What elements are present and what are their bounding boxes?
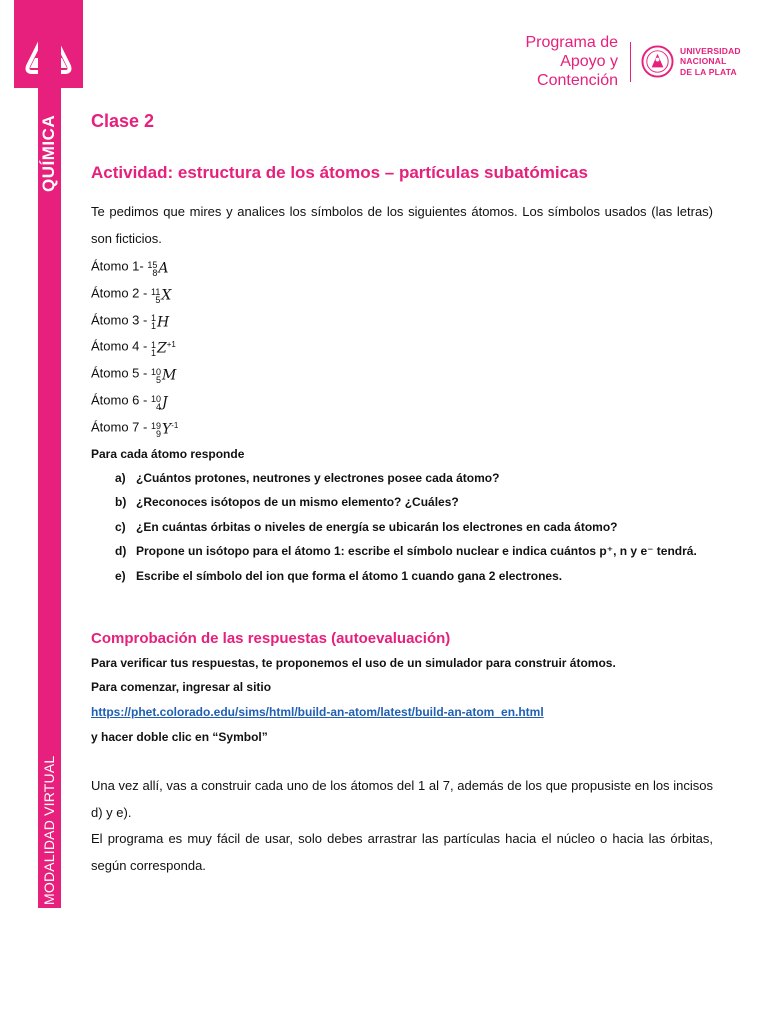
check-paragraph-2: Para comenzar, ingresar al sitio bbox=[91, 680, 272, 695]
mass-number: 11 bbox=[150, 286, 161, 297]
subject-label: QUÍMICA bbox=[39, 114, 58, 192]
nuclear-symbol bbox=[151, 332, 176, 362]
body-paragraph-1: Una vez allí, vas a construir cada uno de los átomos del 1 al 7, además de los que propusiste en los incisos d) y e). bbox=[91, 778, 713, 820]
question-item bbox=[91, 564, 713, 589]
question-letter: c) bbox=[115, 519, 126, 534]
simulator-link[interactable]: https://phet.colorado.edu/sims/html/build-an-atom/latest/build-an-atom_en.html bbox=[91, 704, 544, 719]
question-text: Escribe el símbolo del ion que forma el átomo 1 cuando gana 2 electrones. bbox=[136, 568, 563, 583]
atom-label: Átomo 5 - bbox=[91, 365, 148, 381]
nuclear-symbol bbox=[151, 413, 178, 443]
question-list bbox=[91, 466, 713, 589]
question-prompt: Para cada átomo responde bbox=[91, 446, 245, 461]
question-item bbox=[91, 539, 713, 564]
question-letter: d) bbox=[115, 544, 127, 559]
atom-row bbox=[91, 386, 713, 413]
element-symbol: Y bbox=[162, 421, 172, 438]
atom-label: Átomo 1- bbox=[91, 258, 144, 274]
body-paragraph-2: El programa es muy fácil de usar, solo debes arrastrar las partículas hacia el núcleo o hacia las órbitas, según corresponda. bbox=[91, 831, 713, 873]
activity-title: Actividad: estructura de los átomos – partículas subatómicas bbox=[91, 163, 588, 182]
question-item bbox=[91, 466, 713, 491]
element-symbol: M bbox=[162, 367, 177, 384]
question-letter: b) bbox=[115, 495, 127, 510]
question-item bbox=[91, 490, 713, 515]
nuclear-symbol bbox=[151, 359, 176, 389]
atom-row bbox=[91, 279, 713, 306]
university-name: UNIVERSIDAD NACIONAL DE LA PLATA bbox=[680, 45, 741, 77]
mass-number: 10 bbox=[150, 393, 161, 404]
atomic-number: 1 bbox=[150, 348, 156, 359]
nuclear-symbol bbox=[151, 279, 171, 309]
question-item bbox=[91, 515, 713, 540]
question-text: ¿Cuántos protones, neutrones y electrones posee cada átomo? bbox=[136, 470, 500, 485]
question-letter: e) bbox=[115, 568, 126, 583]
atom-row bbox=[91, 359, 713, 386]
program-name: Programa de Apoyo y Contención bbox=[525, 34, 618, 89]
header-branding bbox=[512, 33, 741, 90]
class-title: Clase 2 bbox=[91, 111, 155, 131]
question-letter: a) bbox=[115, 470, 126, 485]
element-symbol: Z bbox=[157, 340, 167, 357]
header-divider bbox=[630, 42, 631, 82]
atom-row bbox=[91, 252, 713, 279]
atom-list bbox=[91, 252, 713, 440]
nuclear-symbol bbox=[151, 306, 169, 336]
atom-row bbox=[91, 413, 713, 440]
mass-number: 1 bbox=[150, 313, 156, 324]
atomic-number: 5 bbox=[155, 375, 161, 386]
atom-label: Átomo 2 - bbox=[91, 285, 148, 301]
nuclear-symbol bbox=[151, 386, 168, 416]
atomic-number: 5 bbox=[155, 294, 161, 305]
atomic-number: 1 bbox=[150, 321, 156, 332]
check-title: Comprobación de las respuestas (autoevaluación) bbox=[91, 629, 451, 647]
question-text: Propone un isótopo para el átomo 1: escribe el símbolo nuclear e indica cuántos p⁺, n y e⁻ tendrá. bbox=[136, 544, 697, 559]
check-paragraph-3: y hacer doble clic en “Symbol” bbox=[91, 729, 268, 744]
atomic-number: 4 bbox=[155, 401, 161, 412]
intro-paragraph: Te pedimos que mires y analices los símbolos de los siguientes átomos. Los símbolos usados (las letras) son ficticios. bbox=[91, 204, 713, 246]
ion-charge: +1 bbox=[166, 340, 176, 350]
check-paragraph-1: Para verificar tus respuestas, te proponemos el uso de un simulador para construir átomos. bbox=[91, 655, 616, 670]
atom-label: Átomo 3 - bbox=[91, 312, 148, 328]
element-symbol: X bbox=[161, 287, 172, 304]
mass-number: 15 bbox=[147, 259, 158, 270]
mass-number: 10 bbox=[150, 367, 161, 378]
mass-number: 19 bbox=[150, 420, 161, 431]
atomic-number: 8 bbox=[152, 267, 158, 278]
question-text: ¿Reconoces isótopos de un mismo elemento? ¿Cuáles? bbox=[136, 495, 459, 510]
university-seal-icon bbox=[641, 45, 674, 78]
atom-label: Átomo 7 - bbox=[91, 419, 148, 435]
element-symbol: H bbox=[157, 313, 170, 330]
atomic-number: 9 bbox=[155, 428, 161, 439]
atom-label: Átomo 4 - bbox=[91, 338, 148, 354]
ion-charge: -1 bbox=[171, 420, 179, 430]
atom-row bbox=[91, 332, 713, 359]
element-symbol: J bbox=[162, 394, 168, 411]
element-symbol: A bbox=[158, 260, 169, 277]
nuclear-symbol bbox=[147, 252, 168, 282]
mass-number: 1 bbox=[150, 340, 156, 351]
modality-label: MODALIDAD VIRTUAL bbox=[41, 755, 57, 905]
question-text: ¿En cuántas órbitas o niveles de energía se ubicarán los electrones en cada átomo? bbox=[136, 519, 618, 534]
atom-label: Átomo 6 - bbox=[91, 392, 148, 408]
atom-row bbox=[91, 306, 713, 333]
document-body bbox=[91, 108, 713, 879]
